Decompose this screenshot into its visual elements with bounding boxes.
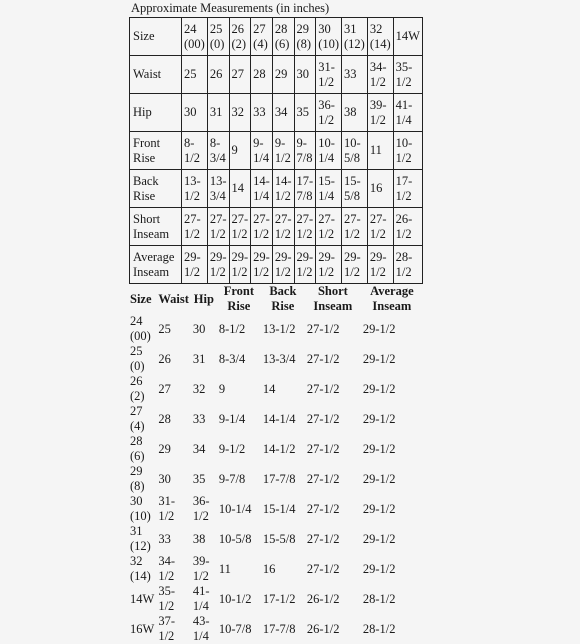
list-row (128, 494, 423, 524)
list-cell: 35-1/2 (158, 584, 175, 613)
list-header-cell: Waist (158, 291, 189, 306)
list-cell: 43-1/4 (192, 614, 210, 643)
grid-cell: 30 (182, 94, 208, 132)
list-cell: 17-1/2 (262, 591, 296, 606)
list-cell: 32 (14) (130, 554, 151, 583)
grid-cell: 29-1/2 (294, 246, 316, 284)
list-cell: 14 (262, 381, 276, 396)
grid-row (130, 56, 423, 94)
grid-cell: 26 (207, 56, 229, 94)
grid-cell: 10-1/4 (316, 132, 342, 170)
list-cell: 24 (00) (130, 314, 151, 343)
list-header-cell: Front Rise (223, 284, 255, 313)
list-cell: 34 (192, 441, 206, 456)
grid-cell: 28-1/2 (393, 246, 422, 284)
list-cell: 32 (192, 381, 206, 396)
grid-cell: 27-1/2 (272, 208, 294, 246)
grid-cell: 27-1/2 (229, 208, 251, 246)
list-cell: 29-1/2 (362, 321, 396, 336)
list-cell: 26-1/2 (306, 621, 340, 636)
list-cell: 27 (158, 381, 171, 396)
list-cell: 29 (158, 441, 171, 456)
grid-cell: 29-1/2 (272, 246, 294, 284)
grid-cell: 14W (393, 18, 422, 56)
grid-cell: 27-1/2 (182, 208, 208, 246)
grid-row (130, 208, 423, 246)
grid-cell: 31-1/2 (316, 56, 342, 94)
list-row (128, 344, 423, 374)
list-cell: 16W (130, 621, 155, 636)
grid-cell: 10-1/2 (393, 132, 422, 170)
grid-cell: 39-1/2 (367, 94, 393, 132)
measurements-list-table (128, 284, 423, 644)
grid-cell: 29-1/2 (182, 246, 208, 284)
list-cell: 11 (218, 561, 231, 576)
grid-cell: 27-1/2 (251, 208, 273, 246)
grid-cell: 30 (10) (316, 18, 342, 56)
grid-cell: 26-1/2 (393, 208, 422, 246)
list-cell: 27-1/2 (306, 411, 340, 426)
list-cell: 27-1/2 (306, 531, 340, 546)
list-row (128, 374, 423, 404)
list-cell: 8-1/2 (218, 321, 246, 336)
grid-cell: 27-1/2 (207, 208, 229, 246)
list-cell: 14-1/4 (262, 411, 296, 426)
grid-cell: 27-1/2 (342, 208, 368, 246)
list-cell: 29-1/2 (362, 411, 396, 426)
grid-row-label: Size (130, 18, 182, 56)
grid-cell: 30 (294, 56, 316, 94)
list-header-row (128, 284, 423, 314)
grid-row-label: Waist (130, 56, 182, 94)
list-cell: 9-1/4 (218, 411, 246, 426)
list-cell: 9-1/2 (218, 441, 246, 456)
list-cell: 27-1/2 (306, 381, 340, 396)
grid-cell: 29 (272, 56, 294, 94)
grid-cell: 38 (342, 94, 368, 132)
list-cell: 25 (0) (130, 344, 145, 373)
grid-cell: 9 (229, 132, 251, 170)
grid-cell: 29-1/2 (251, 246, 273, 284)
list-cell: 30 (10) (130, 494, 151, 523)
grid-row-label: Front Rise (130, 132, 182, 170)
measurements-caption: Approximate Measurements (in inches) (131, 1, 330, 15)
list-header-cell: Size (130, 291, 152, 306)
grid-cell: 36-1/2 (316, 94, 342, 132)
list-cell: 27-1/2 (306, 501, 340, 516)
grid-row (130, 132, 423, 170)
list-row (128, 614, 423, 644)
grid-row (130, 246, 423, 284)
grid-cell: 8-1/2 (182, 132, 208, 170)
list-cell: 29-1/2 (362, 471, 396, 486)
list-cell: 30 (192, 321, 206, 336)
grid-cell: 35-1/2 (393, 56, 422, 94)
list-cell: 14W (130, 591, 155, 606)
list-cell: 15-5/8 (262, 531, 296, 546)
grid-cell: 14-1/2 (272, 170, 294, 208)
list-cell: 41-1/4 (192, 584, 210, 613)
list-cell: 17-7/8 (262, 621, 296, 636)
grid-cell: 14 (229, 170, 251, 208)
list-cell: 38 (192, 531, 206, 546)
list-cell: 8-3/4 (218, 351, 246, 366)
list-cell: 28-1/2 (362, 591, 396, 606)
grid-cell: 29 (8) (294, 18, 316, 56)
list-cell: 29-1/2 (362, 531, 396, 546)
list-cell: 37-1/2 (158, 614, 175, 643)
list-row (128, 584, 423, 614)
list-cell: 27-1/2 (306, 441, 340, 456)
grid-cell: 27-1/2 (367, 208, 393, 246)
grid-cell: 32 (14) (367, 18, 393, 56)
list-row (128, 434, 423, 464)
grid-cell: 35 (294, 94, 316, 132)
grid-cell: 11 (367, 132, 393, 170)
list-cell: 29-1/2 (362, 351, 396, 366)
grid-cell: 25 (182, 56, 208, 94)
list-cell: 10-5/8 (218, 531, 252, 546)
list-row (128, 404, 423, 434)
grid-cell: 28 (6) (272, 18, 294, 56)
list-cell: 10-7/8 (218, 621, 252, 636)
list-cell: 26 (2) (130, 374, 145, 403)
grid-row-label: Hip (130, 94, 182, 132)
list-cell: 29-1/2 (362, 441, 396, 456)
list-cell: 9-7/8 (218, 471, 246, 486)
list-cell: 26-1/2 (306, 591, 340, 606)
list-row (128, 314, 423, 344)
grid-cell: 13-1/2 (182, 170, 208, 208)
list-cell: 14-1/2 (262, 441, 296, 456)
grid-cell: 29-1/2 (207, 246, 229, 284)
grid-cell: 9-1/2 (272, 132, 294, 170)
grid-row-label: Average Inseam (130, 246, 182, 284)
grid-cell: 13-3/4 (207, 170, 229, 208)
grid-row-label: Back Rise (130, 170, 182, 208)
grid-cell: 17-7/8 (294, 170, 316, 208)
list-cell: 15-1/4 (262, 501, 296, 516)
grid-cell: 29-1/2 (367, 246, 393, 284)
list-cell: 10-1/4 (218, 501, 252, 516)
list-cell: 33 (192, 411, 206, 426)
grid-cell: 41-1/4 (393, 94, 422, 132)
list-cell: 25 (158, 321, 171, 336)
list-cell: 33 (158, 531, 171, 546)
grid-cell: 26 (2) (229, 18, 251, 56)
list-cell: 27-1/2 (306, 561, 340, 576)
grid-row (130, 94, 423, 132)
grid-cell: 29-1/2 (342, 246, 368, 284)
list-cell: 34-1/2 (158, 554, 175, 583)
list-cell: 9 (218, 381, 226, 396)
list-row (128, 524, 423, 554)
grid-cell: 15-5/8 (342, 170, 368, 208)
list-header-cell: Hip (193, 291, 214, 306)
list-cell: 27-1/2 (306, 471, 340, 486)
list-cell: 30 (158, 471, 171, 486)
grid-row-label: Short Inseam (130, 208, 182, 246)
grid-row (130, 170, 423, 208)
list-cell: 16 (262, 561, 276, 576)
grid-cell: 27 (4) (251, 18, 273, 56)
grid-cell: 31 (12) (342, 18, 368, 56)
grid-cell: 25 (0) (207, 18, 229, 56)
list-cell: 13-1/2 (262, 321, 296, 336)
list-header-cell: Average Inseam (370, 284, 414, 313)
list-row (128, 464, 423, 494)
grid-cell: 33 (251, 94, 273, 132)
list-cell: 13-3/4 (262, 351, 296, 366)
grid-cell: 10-5/8 (342, 132, 368, 170)
list-cell: 27-1/2 (306, 321, 340, 336)
grid-cell: 27 (229, 56, 251, 94)
list-cell: 36-1/2 (192, 494, 210, 523)
list-cell: 28 (158, 411, 171, 426)
list-cell: 29-1/2 (362, 501, 396, 516)
grid-cell: 8-3/4 (207, 132, 229, 170)
list-cell: 29 (8) (130, 464, 145, 493)
list-cell: 17-7/8 (262, 471, 296, 486)
list-cell: 39-1/2 (192, 554, 210, 583)
grid-cell: 24 (00) (182, 18, 208, 56)
list-cell: 31-1/2 (158, 494, 175, 523)
grid-cell: 27-1/2 (294, 208, 316, 246)
grid-cell: 17-1/2 (393, 170, 422, 208)
list-cell: 28 (6) (130, 434, 145, 463)
grid-cell: 9-1/4 (251, 132, 273, 170)
list-header-cell: Back Rise (269, 284, 297, 313)
list-cell: 29-1/2 (362, 561, 396, 576)
grid-cell: 34-1/2 (367, 56, 393, 94)
grid-cell: 32 (229, 94, 251, 132)
list-cell: 29-1/2 (362, 381, 396, 396)
grid-cell: 9-7/8 (294, 132, 316, 170)
list-cell: 35 (192, 471, 206, 486)
list-header-cell: Short Inseam (313, 284, 353, 313)
measurements-grid-table (129, 17, 423, 284)
grid-cell: 31 (207, 94, 229, 132)
list-cell: 31 (192, 351, 206, 366)
list-cell: 26 (158, 351, 171, 366)
grid-cell: 14-1/4 (251, 170, 273, 208)
list-cell: 10-1/2 (218, 591, 252, 606)
grid-cell: 28 (251, 56, 273, 94)
list-cell: 31 (12) (130, 524, 151, 553)
list-cell: 27 (4) (130, 404, 145, 433)
grid-cell: 29-1/2 (229, 246, 251, 284)
grid-cell: 33 (342, 56, 368, 94)
list-cell: 27-1/2 (306, 351, 340, 366)
grid-cell: 15-1/4 (316, 170, 342, 208)
grid-cell: 27-1/2 (316, 208, 342, 246)
list-cell: 28-1/2 (362, 621, 396, 636)
grid-cell: 29-1/2 (316, 246, 342, 284)
grid-row (130, 18, 423, 56)
grid-cell: 34 (272, 94, 294, 132)
grid-cell: 16 (367, 170, 393, 208)
